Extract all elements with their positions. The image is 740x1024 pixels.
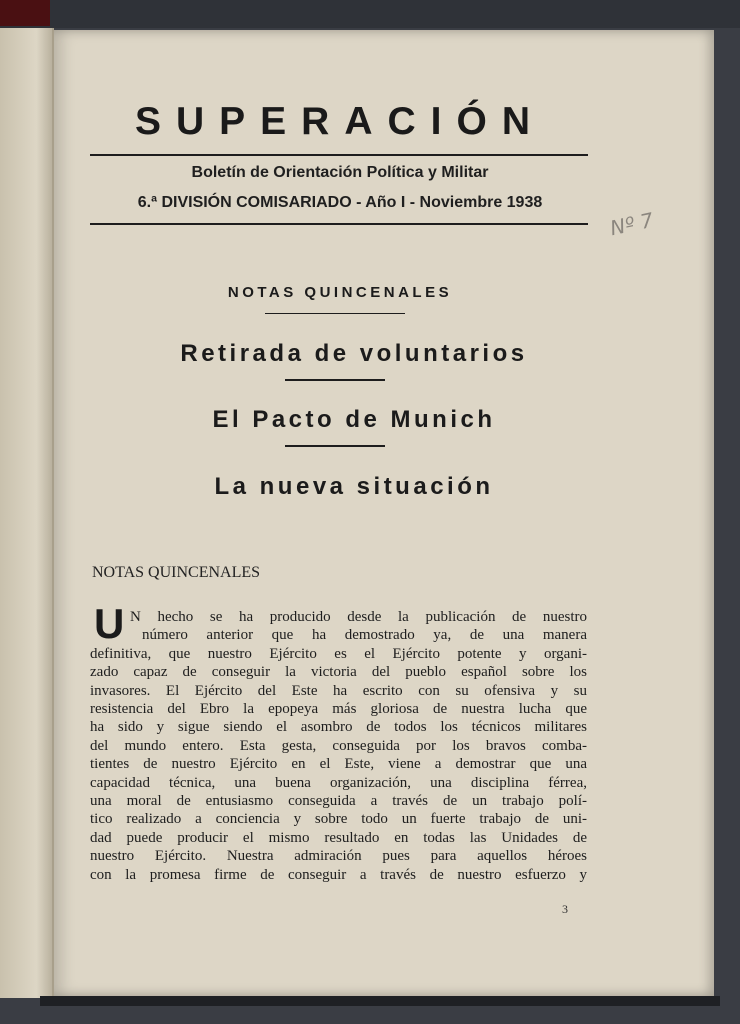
body-line: del mundo entero. Esta gesta, conseguida por los bravos comba- [90,737,587,754]
handwritten-issue-number: Nº 7 [607,207,656,241]
drop-cap: U [94,600,125,647]
headline-1: Retirada de voluntarios [180,340,528,367]
body-line: definitiva, que nuestro Ejército es el Ejército potente y organi- [90,645,587,662]
headline-2: El Pacto de Munich [212,406,496,433]
body-line: ha sido y sigue siendo el asombro de todos los técnicos militares [90,719,587,736]
body-line: capacidad técnica, una buena organización, una disciplina férrea, [90,774,587,791]
body-line: invasores. El Ejército del Este ha escrito con su ofensiva y su [90,682,587,699]
body-line: tico realizado a conciencia y sobre todo un fuerte trabajo de uni- [90,811,587,828]
top-background [0,0,740,28]
left-page-edge [0,28,54,998]
body-line: con la promesa firme de conseguir a través de nuestro esfuerzo y [90,866,587,883]
body-line: tientes de nuestro Ejército en el Este, viene a demostrar que una [90,756,587,773]
headline-rule-2 [285,445,385,447]
masthead-rule-bottom [90,223,588,225]
document-page [54,30,714,996]
body-line: dad puede producir el mismo resultado en todas las Unidades de [90,829,587,846]
body-line: número anterior que ha demostrado ya, de una manera [142,627,587,644]
section-rule [265,313,405,314]
body-line: N hecho se ha producido desde la publicación de nuestro [130,609,587,625]
body-line: una moral de entusiasmo conseguida a través de un trabajo polí- [90,793,587,810]
body-line: nuestro Ejército. Nuestra admiración pues para aquellos héroes [90,848,587,865]
body-line: resistencia del Ebro la epopeya más gloriosa de nuestra lucha que [90,701,587,718]
subtitle-line-2: 6.ª DIVISIÓN COMISARIADO - Año I - Noviembre 1938 [137,194,543,211]
masthead-rule-top [90,154,588,156]
masthead-title: SUPERACIÓN [134,100,546,143]
article-body [90,608,587,884]
section-label: NOTAS QUINCENALES [227,284,453,301]
bottom-shadow [40,996,720,1006]
subtitle-line-1: Boletín de Orientación Política y Militar [191,164,489,181]
headline-3: La nueva situación [214,473,494,500]
headline-rule-1 [285,379,385,381]
article-label: NOTAS QUINCENALES [92,564,261,581]
page-number: 3 [562,902,568,916]
book-cover-edge [0,0,50,26]
body-line: zado capaz de conseguir la victoria del pueblo español sobre los [90,664,587,681]
